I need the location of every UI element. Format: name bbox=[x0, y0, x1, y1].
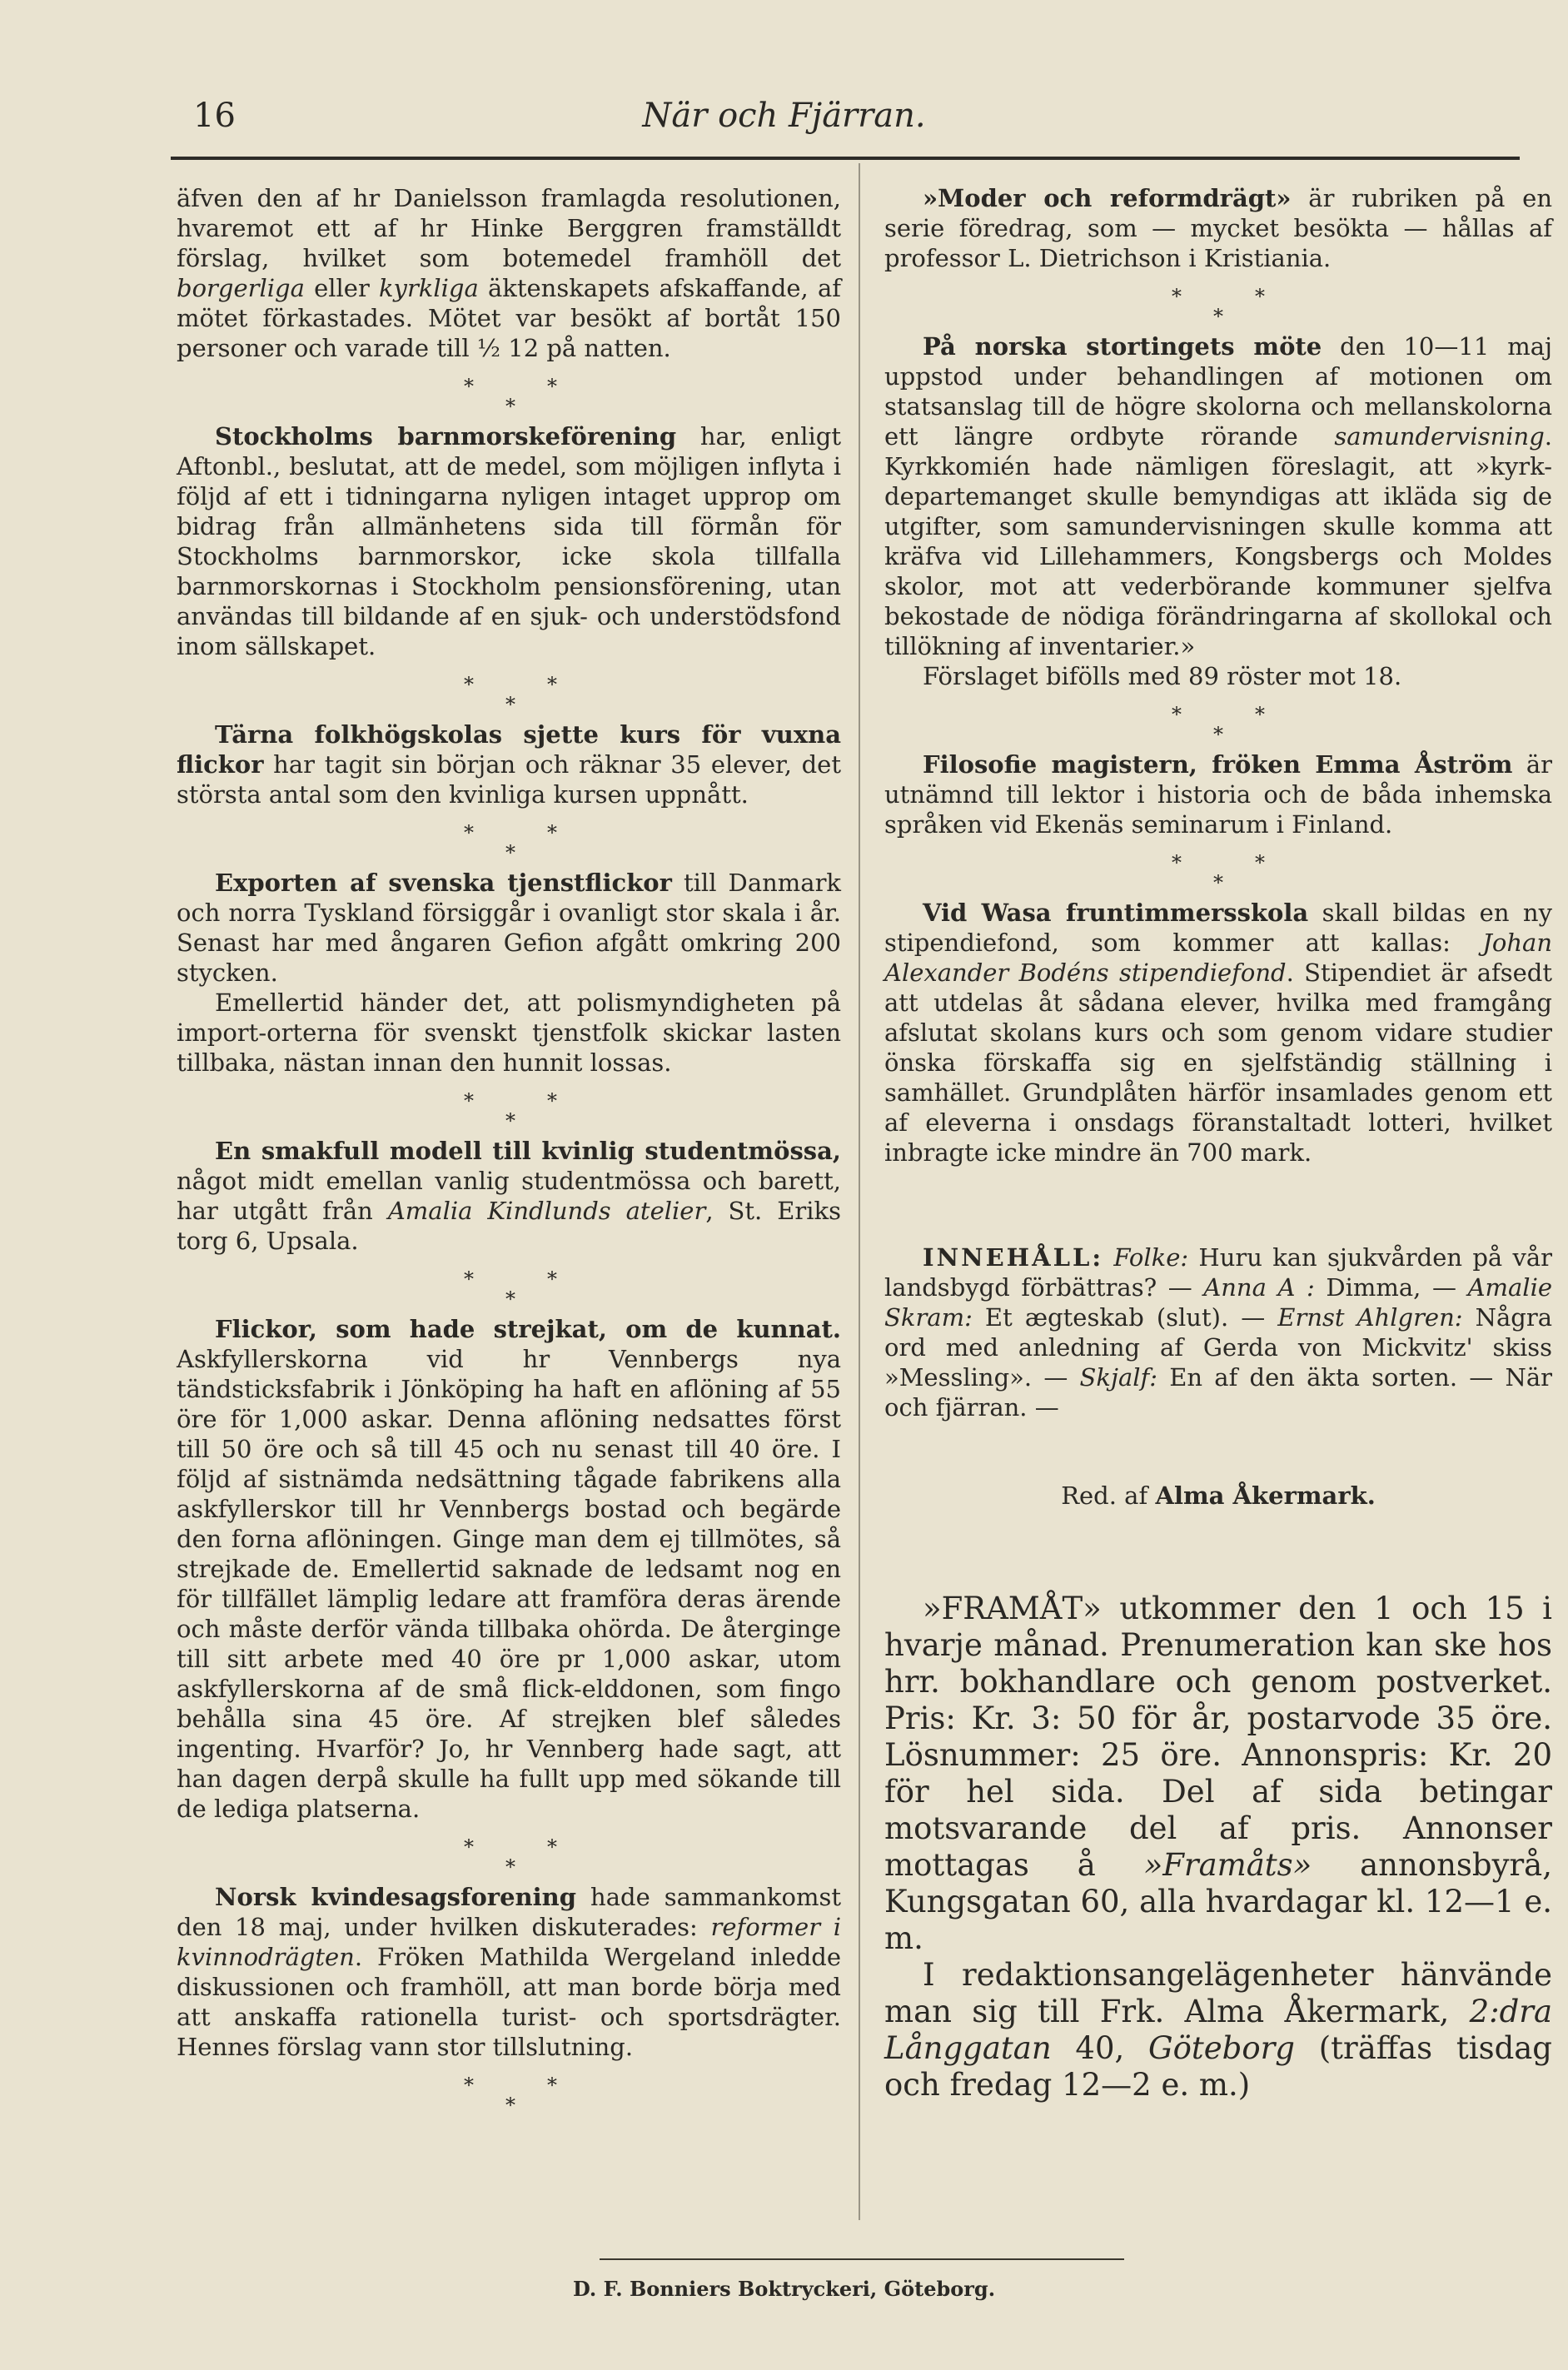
section-separator: * * * bbox=[1172, 851, 1265, 894]
article-stortinget: På norska stortingets möte den 10—11 maj uppstod under behandlingen af motionen om statsanslag till de högre skolorna och mellanskolorna ett längre ordbyte rörande samundervisning. Kyrkkomién hade nämligen föreslagit, att »kyrk-departemanget skulle bemyndigas att ikläda sig de utgifter, som samundervisningen skulle komma att kräfva vid Lillehammers, Kongsbergs och Moldes skolor, mot att vederbörande kommuner sjelfva bekostade de nödiga förändringarna af skollokal och tillökning af inventarier.» bbox=[884, 332, 1552, 660]
section-separator: * * * bbox=[464, 821, 557, 864]
article-astrom: Filosofie magistern, fröken Emma Åström är utnämnd till lektor i historia och de båda inhemska språken vid Ekenäs seminarum i Finland. bbox=[884, 750, 1552, 839]
page-number: 16 bbox=[193, 97, 236, 135]
article-stortinget-result: Förslaget bifölls med 89 röster mot 18. bbox=[923, 662, 1402, 690]
editor-line: Red. af Alma Åkermark. bbox=[1061, 1481, 1376, 1510]
article-kvindesagsforening: Norsk kvindesagsforening hade sammankomst den 18 maj, under hvilken diskuterades: reformer i kvinnodrägten. Fröken Mathilda Wergeland inledde diskussionen och framhöll, att man borde börja med att anskaffa rationella turist- och sportsdrägter. Hennes förslag vann stor tillslutning. bbox=[177, 1883, 841, 2061]
printer-imprint: D. F. Bonniers Boktryckeri, Göteborg. bbox=[572, 2277, 996, 2301]
article-exporten-cont: Emellertid händer det, att polismyndigheten på import-orterna för svenskt tjenstfolk skickar lasten tillbaka, nästan innan den hunnit lossas. bbox=[177, 988, 841, 1077]
section-separator: * * * bbox=[464, 375, 557, 418]
article-wasa: Vid Wasa fruntimmersskola skall bildas en ny stipendiefond, som kommer att kallas: Johan Alexander Bodéns stipendiefond. Stipendiet är afsedt att utdelas åt sådana elever, hvilka med framgång afslutat skolans kurs och som genom vidare studier önska förskaffa sig en sjelfständig ställning i samhället. Grundplåten härför insamlades genom ett af eleverna i onsdags föranstaltadt lotteri, hvilket inbragte icke mindre än 700 mark. bbox=[884, 899, 1552, 1167]
subscription-notice: »FRAMÅT» utkommer den 1 och 15 i hvarje månad. Prenumeration kan ske hos hrr. bokhandlare och genom postverket. Pris: Kr. 3: 50 för år, postarvode 35 öre. Lösnummer: 25 öre. Annonspris: Kr. 20 för hel sida. Del af sida betingar motsvarande del af pris. Annonser mottagas å »Framåts» annonsbyrå, Kungsgatan 60, alla hvardagar kl. 12—1 e. m. bbox=[884, 1591, 1552, 1956]
article-strejk: Flickor, som hade strejkat, om de kunnat. Askfyllerskorna vid hr Vennbergs nya tändsticksfabrik i Jönköping ha haft en aflöning af 55 öre för 1,000 askar. Denna aflöning nedsattes först till 50 öre och så till 45 och nu senast till 40 öre. I följd af sistnämda nedsättning tågade fabrikens alla askfyllerskor till hr Vennbergs bostad och begärde den forna aflöningen. Ginge man dem ej tillmötes, så strejkade de. Emellertid saknade de ledsamt nog en för tillfället lämplig ledare att framföra deras ärende och måste derför vända tillbaka ohörda. De återginge till sitt arbete med 40 öre pr 1,000 askar, utom askfyllerskorna af de små flick-elddonen, som fingo behålla sina 45 öre. Af strejken blef således ingenting. Hvarför? Jo, hr Vennberg hade sagt, att han dagen derpå skulle ha fullt upp med sökande till de lediga platserna. bbox=[177, 1315, 841, 1823]
column-divider bbox=[859, 163, 860, 2220]
right-column bbox=[884, 183, 1552, 2104]
section-separator: * * * bbox=[1172, 285, 1265, 328]
running-title: När och Fjärran. bbox=[642, 97, 926, 135]
section-separator: * * * bbox=[464, 1089, 557, 1133]
editorial-contact: I redaktionsangelägenheter hänvände man sig till Frk. Alma Åkermark, 2:dra Långgatan 40, Göteborg (träffas tisdag och fredag 12—2 e. m.) bbox=[884, 1957, 1552, 2103]
article-studentmossa: En smakfull modell till kvinlig studentmössa, något midt emellan vanlig studentmössa och barett, har utgått från Amalia Kindlunds atelier, St. Eriks torg 6, Upsala. bbox=[177, 1137, 842, 1255]
article-exporten: Exporten af svenska tjenstflickor till Danmark och norra Tyskland försiggår i ovanligt stor skala i år. Senast har med ångaren Gefion afgått omkring 200 stycken. bbox=[177, 869, 842, 987]
article-resolution: äfven den af hr Danielsson framlagda resolutionen, hvaremot ett af hr Hinke Berggren framställdt förslag, hvilket som botemedel framhöll det borgerliga eller kyrkliga äktenskapets afskaffande, af mötet förkastades. Mötet var besökt af bortåt 150 personer och varade till ½ 12 på natten. bbox=[177, 184, 841, 362]
section-separator: * * * bbox=[464, 1267, 557, 1311]
section-separator: * * * bbox=[1172, 703, 1265, 746]
section-separator: * * * bbox=[464, 2074, 557, 2117]
header-rule bbox=[171, 157, 1520, 160]
footer-rule bbox=[600, 2258, 1124, 2260]
article-barnmorskeforening: Stockholms barnmorskeförening har, enligt Aftonbl., beslutat, att de medel, som möjligen inflyta i följd af ett i tidningarna nyligen intaget upprop om bidrag från allmänhetens sida till förmån för Stockholms barnmorskor, icke skola tillfalla barnmorskornas i Stockholm pensionsförening, utan användas till bildande af en sjuk- och understödsfond inom sällskapet. bbox=[177, 422, 842, 660]
section-separator: * * * bbox=[464, 673, 557, 716]
section-separator: * * * bbox=[464, 1835, 557, 1879]
article-tarna: Tärna folkhögskolas sjette kurs för vuxna flickor har tagit sin början och räknar 35 elever, det största antal som den kvinliga kursen uppnått. bbox=[177, 720, 841, 809]
table-of-contents: INNEHÅLL: Folke: Huru kan sjukvården på vår landsbygd förbättras? — Anna A : Dimma, — Amalie Skram: Et ægteskab (slut). — Ernst Ahlgren: Några ord med anledning af Gerda von Mickvitz' skiss »Messling». — Skjalf: En af den äkta sorten. — När och fjärran. — bbox=[884, 1243, 1553, 1422]
left-column bbox=[177, 183, 841, 2120]
article-reformdragt: »Moder och reformdrägt» är rubriken på en serie föredrag, som — mycket besökta — hållas af professor L. Dietrichson i Kristiania. bbox=[884, 184, 1552, 272]
